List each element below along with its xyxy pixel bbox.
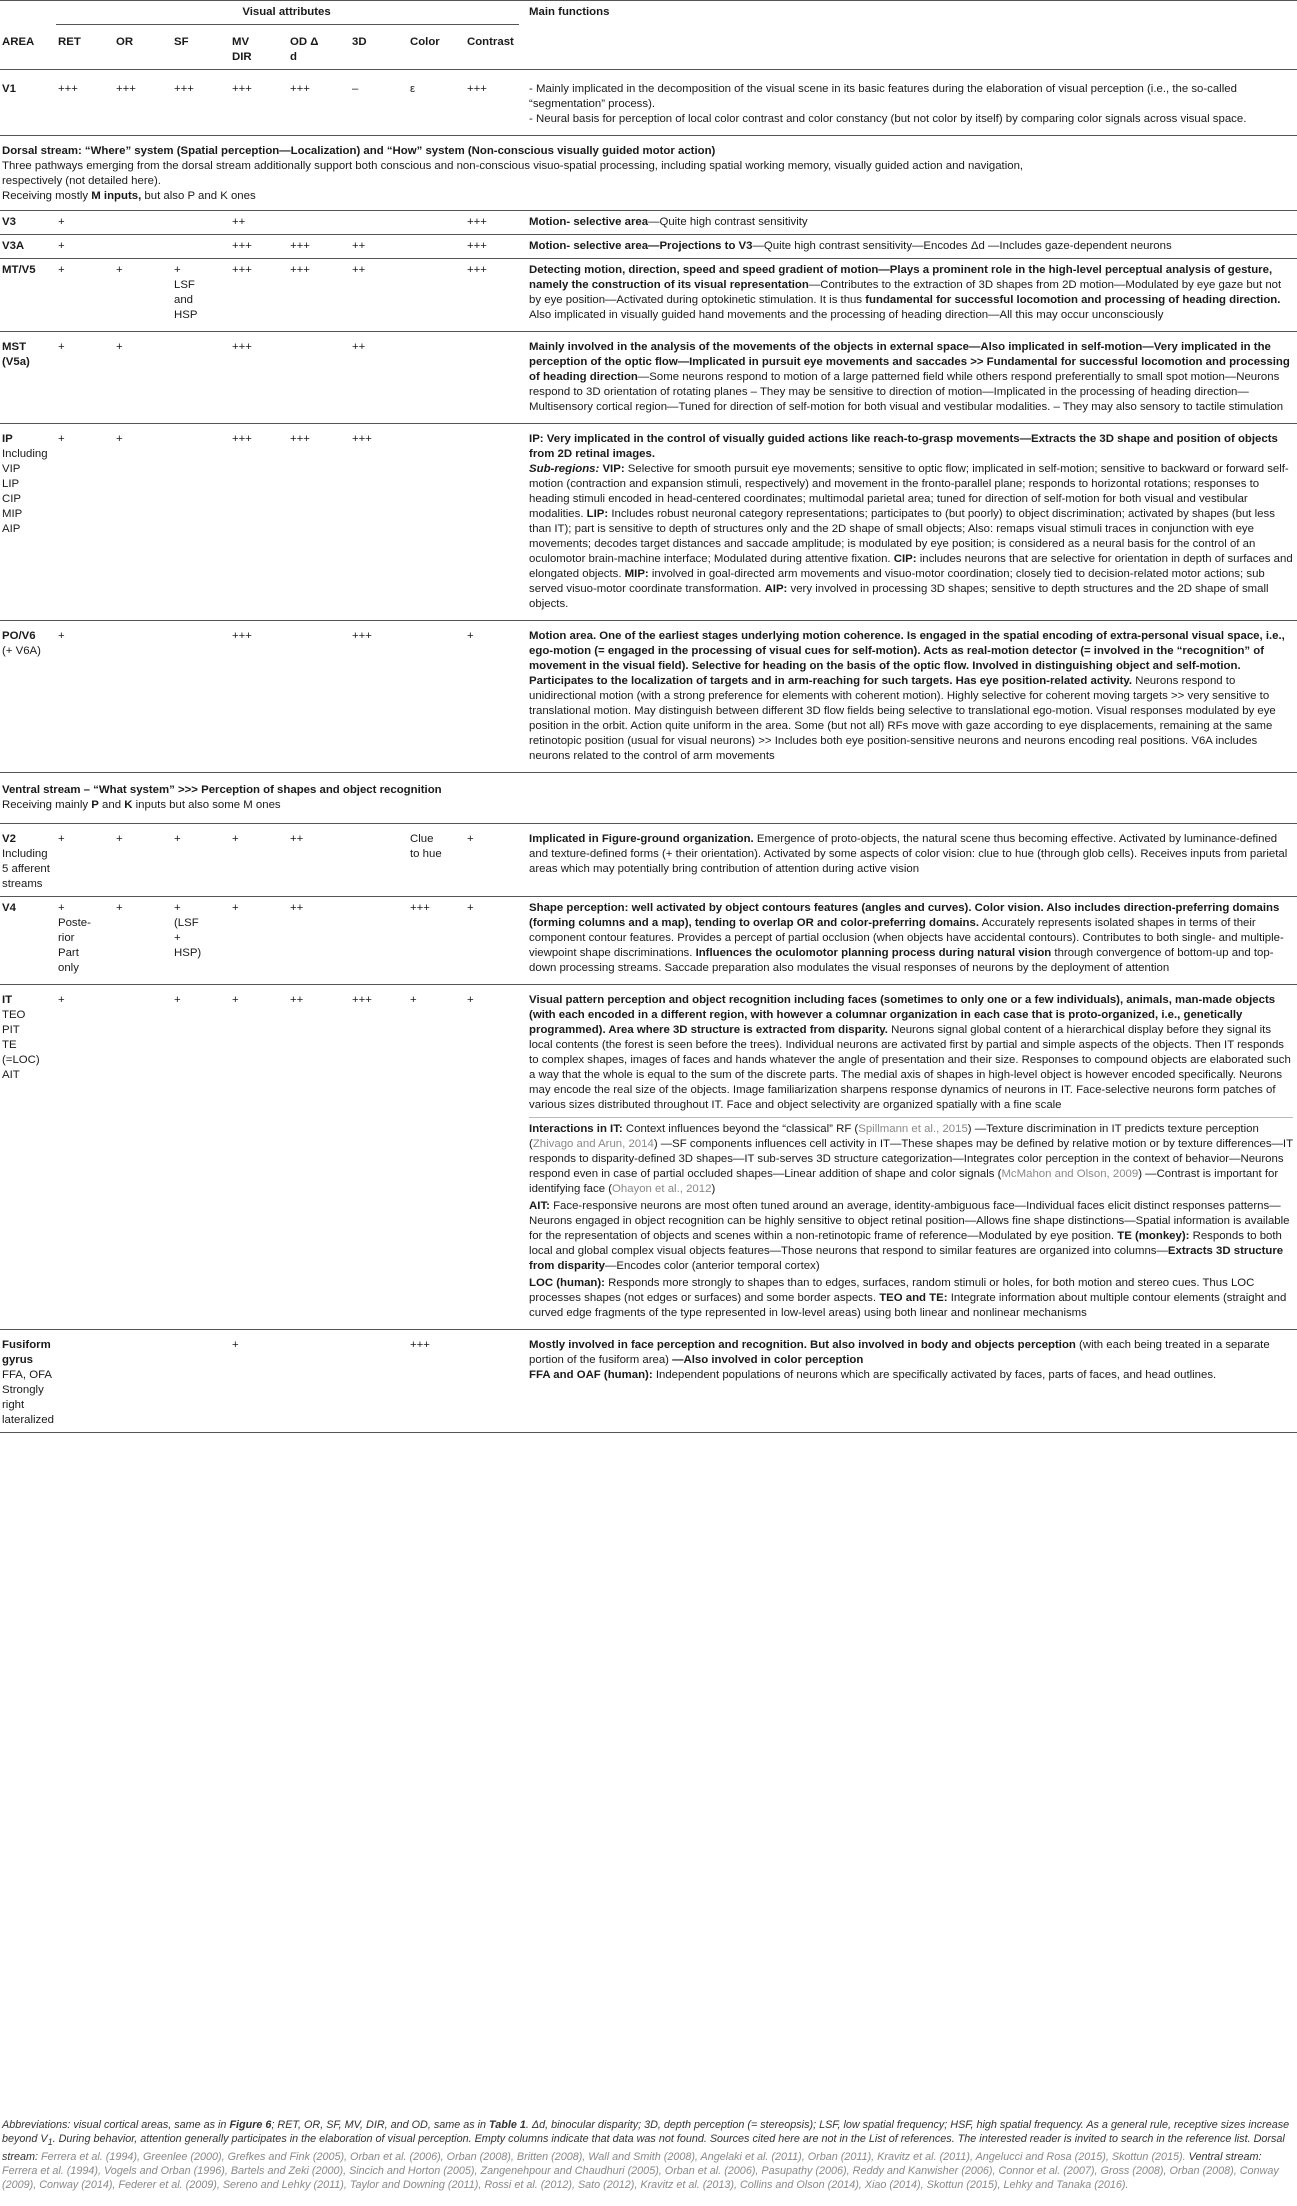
text: - Neural basis for perception of local color contrast and color constancy (but not color by itself) by comparing color signals across visual space. (529, 113, 1247, 125)
cell-3d: ++ (350, 259, 408, 332)
area-fusiform-sub: FFA, OFA Strongly right lateralized (2, 1369, 54, 1426)
text: and (98, 799, 125, 811)
row-v4 (0, 897, 1297, 985)
text: ) (711, 1183, 716, 1195)
text: Accurately represents isolated shapes in terms of their component contour features. Provides a percept of partial occlusion (when objects have accidental contours). Contributes to both single- and multiple-viewpoint shape discriminations. (529, 917, 1284, 959)
cell-color: ε (408, 70, 465, 136)
functions-ip (519, 424, 1297, 621)
header-contrast: Contrast (467, 36, 514, 48)
text: ) —SF components influences cell activity in IT—These shapes may be defined by relative motion or by texture differences—IT responds to disparity-defined 3D shapes—IT sub-serves 3D structure categorization—Integrates color perception in the context of behavior—Neurons respond even in case of partial occluded shapes—Linear addition of shape and color signals ( (529, 1138, 1293, 1180)
text: —Quite high contrast sensitivity—Encodes Δd —Includes gaze-dependent neurons (752, 240, 1172, 252)
cell-od: ++ (288, 824, 350, 897)
table-footnote (2, 2118, 1292, 2193)
text: TE (monkey): (1117, 1230, 1190, 1242)
area-mst: MST (V5a) (2, 341, 30, 368)
functions-mt-v5 (519, 259, 1297, 332)
cell-mv: +++ (230, 259, 288, 332)
citation[interactable]: McMahon and Olson, 2009 (1001, 1168, 1139, 1180)
cell-or: + (114, 332, 172, 424)
text: includes neurons that are selective for orientation in depth of surfaces and elongated objects. (529, 553, 1293, 580)
cell-3d: +++ (350, 621, 408, 773)
row-it (0, 985, 1297, 1330)
text: M inputs, (91, 190, 142, 202)
cell-or: + (114, 897, 172, 985)
cell-ret: + (56, 235, 114, 259)
text: Implicated in Figure-ground organization. (529, 833, 754, 845)
cell-ret: + (56, 332, 114, 424)
text: Includes robust neuronal category representations; participates to (but poorly) to object discrimination; activated by shapes (but less than IT); part is sensitive to depth of structures only and the 2D shape of small objects; Also: remaps visual stimuli traces in conjunction with eye movements; decodes target distances and saccade amplitude; is modulated by eye position; is considered as a neural basis for the control of an oculomotor brain-machine interface; Modulated during attentive fixation. (529, 508, 1275, 565)
text: fundamental for successful locomotion and processing of heading direction. (865, 294, 1281, 306)
text: ) —Texture discrimination in IT predicts texture perception ( (529, 1123, 1259, 1150)
text: Shape perception: well activated by object contours features (angles and curves). Color vision. Also includes direction-preferring domains (forming columns and a map), tending to overlap OR and color-preferring domains. (529, 902, 1280, 929)
cell-contrast: + (465, 621, 519, 773)
header-od: OD Δ d (290, 36, 319, 63)
cell-contrast: + (465, 985, 519, 1330)
text: AIP: (764, 583, 788, 595)
text: Motion- selective area—Projections to V3 (529, 240, 753, 252)
text: CIP: (893, 553, 917, 565)
text: P (91, 799, 99, 811)
cell-mv: +++ (230, 235, 288, 259)
header-visual-attributes: Visual attributes (56, 1, 519, 25)
text: Context influences beyond the “classical” RF ( (622, 1123, 859, 1135)
cell-mv: ++ (230, 211, 288, 235)
cell-sf: + LSF and HSP (172, 259, 230, 332)
cell-ret: + Poste- rior Part only (56, 897, 114, 985)
cell-od: ++ (288, 985, 350, 1330)
functions-v3 (519, 211, 1297, 235)
functions-fusiform (519, 1330, 1297, 1433)
text: Emergence of proto-objects, the natural scene thus becoming effective. Activated by luminance-defined and texture-defined forms (+ their orientation). Activated by some aspects of color vision: clue to hue (through glob cells). Receives inputs from parietal areas which may potentially bring contribution of attention during active vision (529, 833, 1288, 875)
text: Neurons respond to unidirectional motion (with a strong preference for elements with coherent motion). Highly selective for coherent moving targets >> very sensitive to translational motion. May distinguish between different 3D flow fields being selective to translational ego-motion. Visual responses modulated by eye position in the orbit. Action quite uniform in the area. Some (but not all) RFs move with gaze according to eye displacements, remaining at the same retinotopic position (usual for visual neurons) >> Includes both eye position-sensitive neurons and neurons encoding real positions. V6A includes neurons related to the control of arm movements (529, 675, 1276, 762)
text: Detecting motion, direction, speed and speed gradient of motion—Plays a prominent role in the high-level perceptual analysis of gesture, namely the construction of its visual representation (529, 264, 1273, 291)
text: Motion area. One of the earliest stages underlying motion coherence. Is engaged in the spatial encoding of extra-personal visual space, i.e., ego-motion (= engaged in the processing of visual cues for self-motion). Acts as real-motion detector (= involved in the “recognition” of movement in the visual field). Selective for heading on the basis of the optic flow. Involved in distinguishing object and self-motion. Participates to the localization of targets and in arm-reaching for such targets. Has eye position-related activity. (529, 630, 1285, 687)
area-ip-subregions: Including VIP LIP CIP MIP AIP (2, 448, 48, 535)
text: Integrate information about multiple contour elements (straight and curved edge fragments of the type represented in low-level areas) using both linear and nonlinear mechanisms (529, 1292, 1287, 1319)
cell-color: + (408, 985, 465, 1330)
text: . Δd, binocular disparity; 3D, depth perception (= stereopsis); LSF, low spatial frequency; HSF, high spatial frequency. As a general rule, receptive sizes increase beyond V (2, 2119, 1290, 2146)
dorsal-text: Three pathways emerging from the dorsal stream additionally support both conscious and non-conscious visuo-spatial processing, including spatial working memory, visually guided action and navigation, respectively (not detailed here). (2, 160, 1024, 187)
area-v1: V1 (2, 83, 16, 95)
cell-3d: +++ (350, 424, 408, 621)
cell-3d: ++ (350, 235, 408, 259)
text: Motion- selective area (529, 216, 649, 228)
text: 1 (47, 2137, 53, 2148)
cell-ret: + (56, 424, 114, 621)
cell-or: + (114, 824, 172, 897)
text: Responds more strongly to shapes than to edges, surfaces, random stimuli or holes, for both motion and stereo cues. Thus LOC processes shapes (not edges or surfaces) and some border aspects. (529, 1277, 1255, 1304)
text: Neurons signal global content of a hierarchical display before they signal its local contents (the forest is seen before the trees). Individual neurons are activated first by partial and simple aspects of the objects. Then IT responds to complex shapes, images of faces and hands whatever the angle of presentation and their size. Responses to compound objects are elaborated such a way that the whole is equal to the sum of the discrete parts. The medial axis of shapes in high-level object is however encoded specifically. Neurons may encode the real size of the objects. Image familiarization sharpens response dynamics of neurons in IT. Face-selective neurons form patches of various sizes distributed throughout IT. Face and object selectivity are organized spatially with a fine scale (529, 1024, 1291, 1111)
text: AIT: (529, 1200, 550, 1212)
functions-mst (519, 332, 1297, 424)
text: —Some neurons respond to motion of a large patterned field while others respond preferentially to small spot motion—Neurons respond to 3D orientation of rotating planes – They may be sensitive to direction of motion—Implicated in the processing of heading direction—Multisensory cortical region—Tuned for direction of self-motion for both visual and vestibular modalities. – They may also sensory to tactile stimulation (529, 371, 1284, 413)
cell-ret: + (56, 985, 114, 1330)
it-interactions (529, 1122, 1293, 1197)
text: . During behavior, attention generally participates in the elaboration of visual perception. Empty columns indicate that data was not found. Sources cited here are not in the List of references. The interested reader is invited to search in the reference list. Dorsal stream: (2, 2133, 1285, 2163)
cell-color: +++ (408, 897, 465, 985)
functions-v2 (519, 824, 1297, 897)
text: Visual pattern perception and object recognition including faces (sometimes to only one or a few individuals), animals, man-made objects (with each encoded in a different region, with however a columnar organization in each case that is proto-organized, i.e., genetically programmed). Area where 3D structure is extracted from disparity. (529, 994, 1276, 1036)
text: - Mainly implicated in the decomposition of the visual scene in its basic features during the elaboration of visual perception (i.e., the so-called “segmentation” process). (529, 83, 1237, 110)
text: but also P and K ones (141, 190, 256, 202)
text: Sub-regions: (529, 463, 600, 475)
citation[interactable]: Zhivago and Arun, 2014 (532, 1138, 654, 1150)
cell-color: +++ (408, 1330, 465, 1433)
cell-ret: + (56, 621, 114, 773)
cell-ret: + (56, 259, 114, 332)
text: FFA and OAF (human): (529, 1369, 653, 1381)
citation[interactable]: Spillmann et al., 2015 (858, 1123, 968, 1135)
section-dorsal-stream (0, 136, 1297, 211)
cell-mv: +++ (230, 621, 288, 773)
header-color: Color (410, 36, 440, 48)
row-v3 (0, 211, 1297, 235)
text: Independent populations of neurons which are specifically activated by faces, parts of faces, and head outlines. (652, 1369, 1217, 1381)
citation[interactable]: Ohayon et al., 2012 (612, 1183, 712, 1195)
cell-sf: +++ (172, 70, 230, 136)
text: —Encodes color (anterior temporal cortex) (605, 1260, 820, 1272)
cell-od: ++ (288, 897, 350, 985)
cell-sf: + (172, 985, 230, 1330)
row-v1 (0, 70, 1297, 136)
cell-contrast: +++ (465, 259, 519, 332)
row-mt-v5 (0, 259, 1297, 332)
text: Abbreviations: visual cortical areas, same as in (2, 2119, 230, 2131)
text: Responds to both local and global complex visual objects features—Those neurons that respond to similar features are organized into columns— (529, 1230, 1282, 1257)
cell-contrast: +++ (465, 70, 519, 136)
cell-mv: + (230, 897, 288, 985)
cell-or: + (114, 259, 172, 332)
header-row-top (0, 1, 1297, 25)
cell-ret: + (56, 824, 114, 897)
cell-ret: + (56, 211, 114, 235)
area-v3: V3 (2, 216, 16, 228)
header-row-columns (0, 25, 1297, 70)
area-v4: V4 (2, 902, 16, 914)
header-ret: RET (58, 36, 81, 48)
cell-od: +++ (288, 70, 350, 136)
it-main (529, 993, 1293, 1118)
cell-contrast: + (465, 824, 519, 897)
text: Receiving mainly (2, 799, 92, 811)
text: VIP: (599, 463, 625, 475)
text: Receiving mostly (2, 190, 92, 202)
header-area: AREA (2, 35, 35, 48)
area-v3a: V3A (2, 240, 25, 252)
ventral-citations[interactable]: Ferrera et al. (1994), Vogels and Orban (1996), Bartels and Zeki (2000), Sincich and Horton (2005), Zangenehpour and Chaudhuri (2005), Orban et al. (2006), Pasupathy (2006), Reddy and Kanwisher (2006), Connor et al. (2007), Gross (2008), Orban (2008), Conway (2009), Conway (2014), Federer et al. (2009), Sereno and Lehky (2011), Taylor and Downing (2011), Rossi et al. (2012), Sato (2012), Kravitz et al. (2013), Collins and Olson (2014), Xiao (2014), Skottun (2015), Lehky and Tanaka (2016). (2, 2165, 1279, 2192)
cell-od: +++ (288, 424, 350, 621)
text: ) —Contrast is important for identifying face ( (529, 1168, 1279, 1195)
cell-sf: + (172, 824, 230, 897)
text: —Contributes to the extraction of 3D shapes from 2D motion—Modulated by eye gaze but not by eye position—Activated during optokinetic stimulation. It is thus (529, 279, 1282, 306)
functions-po-v6 (519, 621, 1297, 773)
dorsal-citations[interactable]: Ferrera et al. (1994), Greenlee (2000), Grefkes and Fink (2005), Orban et al. (2006), Orban (2008), Britten (2008), Wall and Smith (2008), Angelaki et al. (2011), Orban (2011), Kravitz et al. (2011), Angelucci and Rosa (2015), Skottun (2015). (41, 2150, 1186, 2163)
text: LIP: (586, 508, 609, 520)
text: Mostly involved in face perception and recognition. But also involved in body and objects perception (529, 1339, 1076, 1351)
text: Extracts 3D structure from disparity (529, 1245, 1284, 1272)
row-mst (0, 332, 1297, 424)
cell-3d: ++ (350, 332, 408, 424)
row-ip (0, 424, 1297, 621)
figure-ref[interactable]: Figure 6 (229, 2119, 272, 2131)
text: Selective for smooth pursuit eye movements; sensitive to optic flow; implicated in self-motion; sensitive to backward or forward self-motion (contraction and expansion stimuli, respectively) and movement in the fronto-parallel plane; responds to horizontal rotations; responses to heading stimuli encoded in head-centered coordinates; multimodal parietal area; tuned for direction of self-motion for both visual and vestibular modalities. (529, 463, 1289, 520)
area-it-sub: TEO PIT TE (=LOC) AIT (2, 1009, 40, 1081)
text: Influences the oculomotor planning process during natural vision (695, 947, 1052, 959)
text: (with each being treated in a separate portion of the fusiform area) (529, 1339, 1270, 1366)
text: through convergence of bottom-up and top-down processing streams. Saccade preparation also modulates the visual responses of neurons by the deployment of attention (529, 947, 1274, 974)
text: inputs but also some M ones (132, 799, 281, 811)
functions-v3a (519, 235, 1297, 259)
cell-or: + (114, 424, 172, 621)
cell-mv: +++ (230, 424, 288, 621)
cell-mv: + (230, 985, 288, 1330)
area-mt-v5: MT/V5 (2, 264, 36, 276)
area-v2-sub: Including 5 afferent streams (2, 848, 50, 890)
cell-3d: +++ (350, 985, 408, 1330)
row-v2 (0, 824, 1297, 897)
text: Mainly involved in the analysis of the movements of the objects in external space—Also implicated in self-motion—Very implicated in the perception of the optic flow—Implicated in pursuit eye movements and saccades >> Fundamental for successful locomotion and processing of heading direction (529, 341, 1290, 383)
text: Ventral stream: (1185, 2150, 1262, 2163)
it-loc (529, 1274, 1293, 1321)
it-ait (529, 1197, 1293, 1274)
cell-mv: + (230, 1330, 288, 1433)
header-mv-dir: MV DIR (232, 36, 252, 63)
area-v2: V2 (2, 833, 16, 845)
area-fusiform: Fusiform gyrus (2, 1339, 51, 1366)
functions-it (519, 985, 1297, 1330)
ventral-title: Ventral stream – “What system” >>> Perception of shapes and object recognition (2, 784, 442, 796)
header-or: OR (116, 36, 134, 48)
cell-od: +++ (288, 235, 350, 259)
header-3d: 3D (352, 36, 367, 48)
area-it: IT (2, 994, 13, 1006)
section-ventral-stream (0, 773, 1297, 824)
text: —Quite high contrast sensitivity (648, 216, 808, 228)
text: K (124, 799, 133, 811)
cell-3d: – (350, 70, 408, 136)
cell-or: +++ (114, 70, 172, 136)
text: MIP: (624, 568, 649, 580)
text: LOC (human): (529, 1277, 605, 1289)
cell-color: Clue to hue (408, 824, 465, 897)
table-ref[interactable]: Table 1 (489, 2119, 526, 2131)
area-po-v6-sub: (+ V6A) (2, 645, 41, 657)
cell-contrast: + (465, 897, 519, 985)
header-main-functions: Main functions (519, 1, 1297, 25)
functions-v4 (519, 897, 1297, 985)
cell-contrast: +++ (465, 211, 519, 235)
text: TEO and TE: (879, 1292, 948, 1304)
text: involved in goal-directed arm movements and visuo-motor coordination; closely tied to decision-related motor actions; sub served visuo-motor coordinate transformation. (529, 568, 1265, 595)
text: Also implicated in visually guided hand movements and the processing of heading direction—All this may occur unconsciously (529, 309, 1164, 321)
cell-contrast: +++ (465, 235, 519, 259)
text: Face-responsive neurons are most often tuned around an average, identity-ambiguous face—Individual faces elicit distinct responses patterns—Neurons engaged in object recognition can be highly sensitive to object retinal position—Allows fine shape distinctions—Spatial information is available for the representation of objects and scenes within a non-retinotopic frame of reference—Modulated by eye position. (529, 1200, 1290, 1242)
row-fusiform (0, 1330, 1297, 1433)
text: Interactions in IT: (529, 1123, 623, 1135)
cell-od: +++ (288, 259, 350, 332)
cell-ret: +++ (56, 70, 114, 136)
text: very involved in processing 3D shapes; sensitive to depth structures and the 2D shape of small objects. (529, 583, 1269, 610)
dorsal-title: Dorsal stream: “Where” system (Spatial perception—Localization) and “How” system (Non-conscious visually guided motor action) (2, 145, 716, 157)
functions-v1 (519, 70, 1297, 136)
header-sf: SF (174, 36, 189, 48)
area-po-v6: PO/V6 (2, 630, 36, 642)
cell-mv: +++ (230, 332, 288, 424)
text: IP: Very implicated in the control of visually guided actions like reach-to-grasp movements—Extracts the 3D shape and position of objects from 2D retinal images. (529, 433, 1278, 460)
text: ; RET, OR, SF, MV, DIR, and OD, same as in (271, 2119, 490, 2131)
cell-sf: + (LSF + HSP) (172, 897, 230, 985)
row-v3a (0, 235, 1297, 259)
text: —Also involved in color perception (672, 1354, 864, 1366)
cell-mv: +++ (230, 70, 288, 136)
row-po-v6 (0, 621, 1297, 773)
cell-mv: + (230, 824, 288, 897)
area-ip: IP (2, 433, 13, 445)
